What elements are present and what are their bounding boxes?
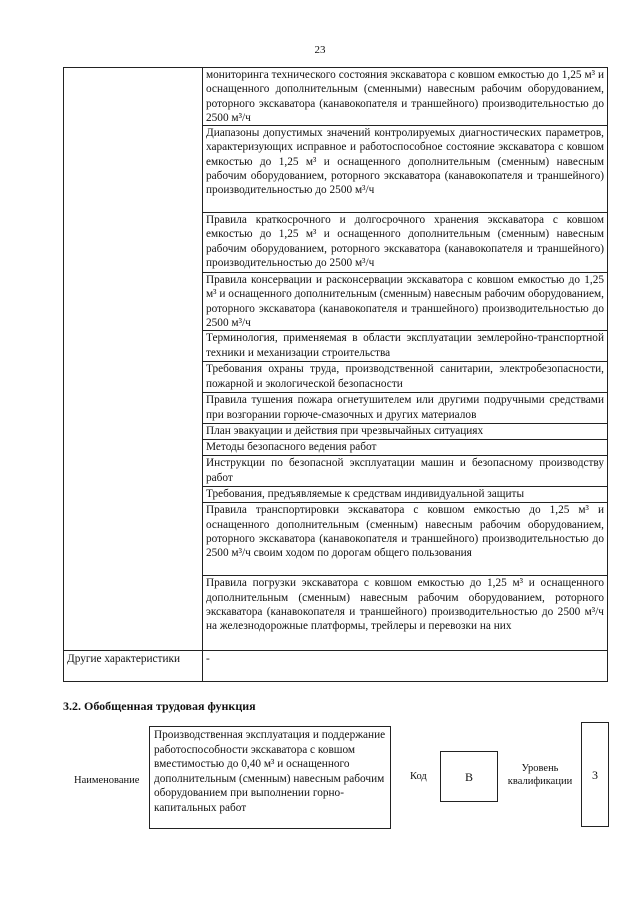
requirement-item: Правила транспортировки экскаватора с ковшом емкостью до 1,25 м³ и оснащенного дополнительным (сменным) навесным рабочим оборудованием, роторного экскаватора (канавокопателя и траншейного) производительностью до 2500 м³/ч своим ходом по дорогам общего пользования xyxy=(203,503,608,576)
code-label: Код xyxy=(410,771,427,782)
requirement-item: мониторинга технического состояния экскаватора с ковшом емкостью до 1,25 м³ и оснащенного дополнительным (сменными) навесным рабочим оборудованием, роторного экскаватора (канавокопателя и траншейного) производительностью до 2500 м³/ч xyxy=(203,68,608,126)
requirement-item: Требования охраны труда, производственной санитарии, электробезопасности, пожарной и экологической безопасности xyxy=(203,362,608,393)
table-row xyxy=(64,651,608,682)
qualification-level-label: Уровень квалификации xyxy=(507,763,573,787)
requirement-item: Инструкции по безопасной эксплуатации машин и безопасному производству работ xyxy=(203,456,608,487)
section-title: 3.2. Обобщенная трудовая функция xyxy=(63,699,256,713)
requirements-table xyxy=(63,67,608,682)
requirement-item: Требования, предъявляемые к средствам индивидуальной защиты xyxy=(203,487,608,503)
other-characteristics-label: Другие характеристики xyxy=(64,651,203,682)
table-row xyxy=(64,68,608,126)
page-number: 23 xyxy=(314,44,326,56)
other-characteristics-value: - xyxy=(203,651,608,682)
requirement-item: Диапазоны допустимых значений контролируемых диагностических параметров, характеризующих исправное и работоспособное состояние экскаватора с ковшом емкостью до 1,25 м³ и оснащенного дополнительным (сменным) навесным рабочим оборудованием, роторного экскаватора (канавокопателя и траншейного) производительностью до 2500 м³/ч xyxy=(203,126,608,213)
qualification-level-value: 3 xyxy=(581,722,609,827)
requirement-item: Правила консервации и расконсервации экскаватора с ковшом емкостью до 1,25 м³ и оснащенного дополнительным (сменным) навесным рабочим оборудованием, роторного экскаватора (канавокопателя и траншейного) производительностью до 2500 м³/ч xyxy=(203,273,608,331)
requirement-item: Правила тушения пожара огнетушителем или другими подручными средствами при возгорании горюче-смазочных и других материалов xyxy=(203,393,608,424)
requirement-item: План эвакуации и действия при чрезвычайных ситуациях xyxy=(203,424,608,440)
name-label: Наименование xyxy=(74,775,140,786)
requirement-item: Правила погрузки экскаватора с ковшом емкостью до 1,25 м³ и оснащенного дополнительным (сменным) навесным рабочим оборудованием, роторного экскаватора (канавокопателя и траншейного) производительностью до 2500 м³/ч на железнодорожные платформы, трейлеры и перевозки на них xyxy=(203,576,608,651)
table-left-cell xyxy=(64,68,203,651)
requirement-item: Методы безопасного ведения работ xyxy=(203,440,608,456)
name-value: Производственная эксплуатация и поддержание работоспособности экскаватора с ковшом вместимостью до 0,40 м³ и оснащенного дополнительным (сменным) навесным рабочим оборудованием при выполнении горно-капитальных работ xyxy=(149,726,391,829)
code-value: B xyxy=(440,751,498,802)
requirement-item: Правила краткосрочного и долгосрочного хранения экскаватора с ковшом емкостью до 1,25 м³ и оснащенного дополнительным (сменным) навесным рабочим оборудованием, роторного экскаватора (канавокопателя и траншейного) производительностью до 2500 м³/ч xyxy=(203,213,608,273)
requirement-item: Терминология, применяемая в области эксплуатации землеройно-транспортной техники и механизации строительства xyxy=(203,331,608,362)
